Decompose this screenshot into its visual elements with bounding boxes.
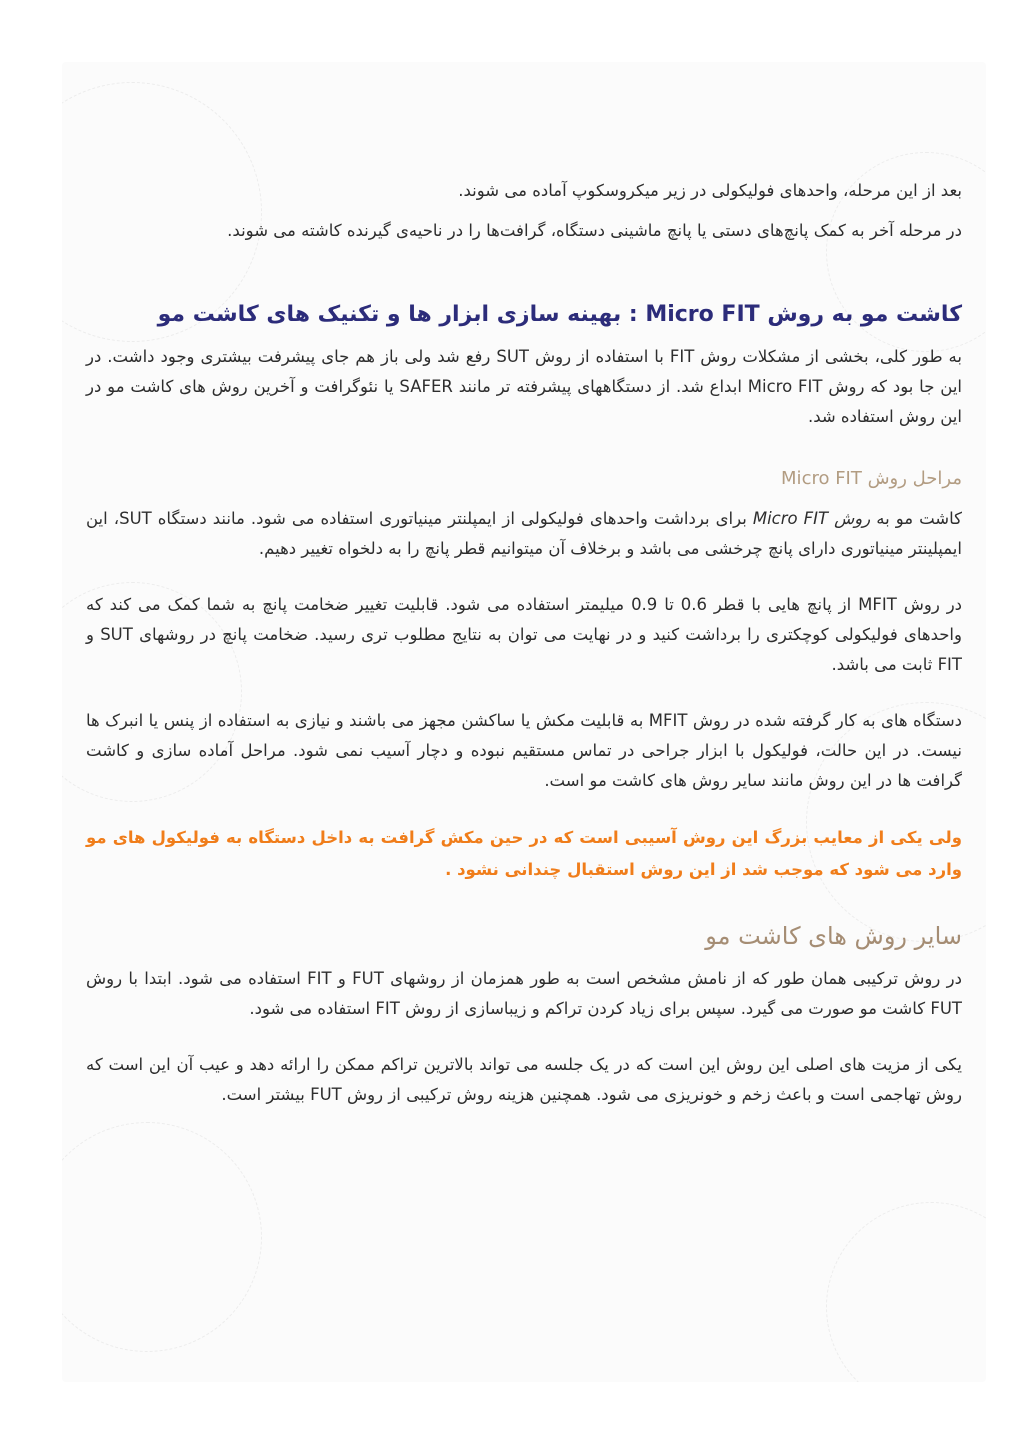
article-body xyxy=(86,176,962,1110)
intro-paragraph-2: در مرحله آخر به کمک پانچ‌های دستی یا پانچ ماشینی دستگاه، گرافت‌ها را در ناحیه‌ی گیرنده کاشته می شوند. xyxy=(227,221,962,240)
stages-p1-italic: روش Micro FIT xyxy=(752,509,871,528)
other-methods-paragraph-1: در روش ترکیبی همان طور که از نامش مشخص است به طور همزمان از روشهای FUT و FIT استفاده می شود. ابتدا با روش FUT کاشت مو صورت می گیرد. سپس برای زیاد کردن تراکم و زیباسازی از روش FIT استفاده می شود. xyxy=(86,969,962,1018)
stages-p1-rest: برای برداشت واحدهای فولیکولی از ایمپلنتر مینیاتوری استفاده می شود. مانند دستگاه SUT، این ایمپلینتر مینیاتوری دارای پانچ چرخشی می باشد و برخلاف آن میتوانیم قطر پانچ را به دلخواه تغییر دهیم. xyxy=(86,509,962,558)
decorative-ring xyxy=(62,1122,262,1352)
micro-fit-heading: کاشت مو به روش Micro FIT : بهینه سازی ابزار ها و تکنیک های کاشت مو xyxy=(157,302,962,327)
stages-paragraph-3: دستگاه های به کار گرفته شده در روش MFIT به قابلیت مکش یا ساکشن مجهز می باشند و نیازی به استفاده از پنس یا انبرک ها نیست. در این حالت، فولیکول با ابزار جراحی در تماس مستقیم نبوده و دچار آسیب نمی شود. مراحل آماده سازی و کاشت گرافت ها در این روش مانند سایر روش های کاشت مو است. xyxy=(86,711,962,790)
micro-fit-paragraph: به طور کلی، بخشی از مشکلات روش FIT با استفاده از روش SUT رفع شد ولی باز هم جای پیشرفت بیشتری وجود داشت. در این جا بود که روش Micro FIT ابداع شد. از دستگاههای پیشرفته تر مانند SAFER یا نئوگرافت و آخرین روش های کاشت مو در این روش استفاده شد. xyxy=(86,347,962,426)
stages-heading: مراحل روش Micro FIT xyxy=(781,468,962,489)
other-methods-heading: سایر روش های کاشت مو xyxy=(705,922,962,950)
intro-paragraph-1: بعد از این مرحله، واحدهای فولیکولی در زیر میکروسکوپ آماده می شوند. xyxy=(458,181,962,200)
drawback-warning: ولی یکی از معایب بزرگ این روش آسیبی است که در حین مکش گرافت به داخل دستگاه به فولیکول های مو وارد می شود که موجب شد از این روش استقبال چندانی نشود . xyxy=(86,828,962,879)
other-methods-paragraph-2: یکی از مزیت های اصلی این روش این است که در یک جلسه می تواند بالاترین تراکم ممکن را ارائه دهد و عیب آن این است که روش تهاجمی است و باعث زخم و خونریزی می شود. همچنین هزینه روش ترکیبی از روش FUT بیشتر است. xyxy=(86,1055,962,1104)
decorative-ring xyxy=(826,1202,986,1382)
stages-p1-prefix: کاشت مو به xyxy=(870,509,963,528)
stages-paragraph-1 xyxy=(86,504,962,564)
stages-paragraph-2: در روش MFIT از پانچ هایی با قطر 0.6 تا 0.9 میلیمتر استفاده می شود. قابلیت تغییر ضخامت پانچ به شما کمک می کند که واحدهای فولیکولی کوچکتری را برداشت کنید و در نهایت می توان به نتایج مطلوب تری رسید. ضخامت پانچ در روشهای SUT و FIT ثابت می باشد. xyxy=(86,595,963,674)
